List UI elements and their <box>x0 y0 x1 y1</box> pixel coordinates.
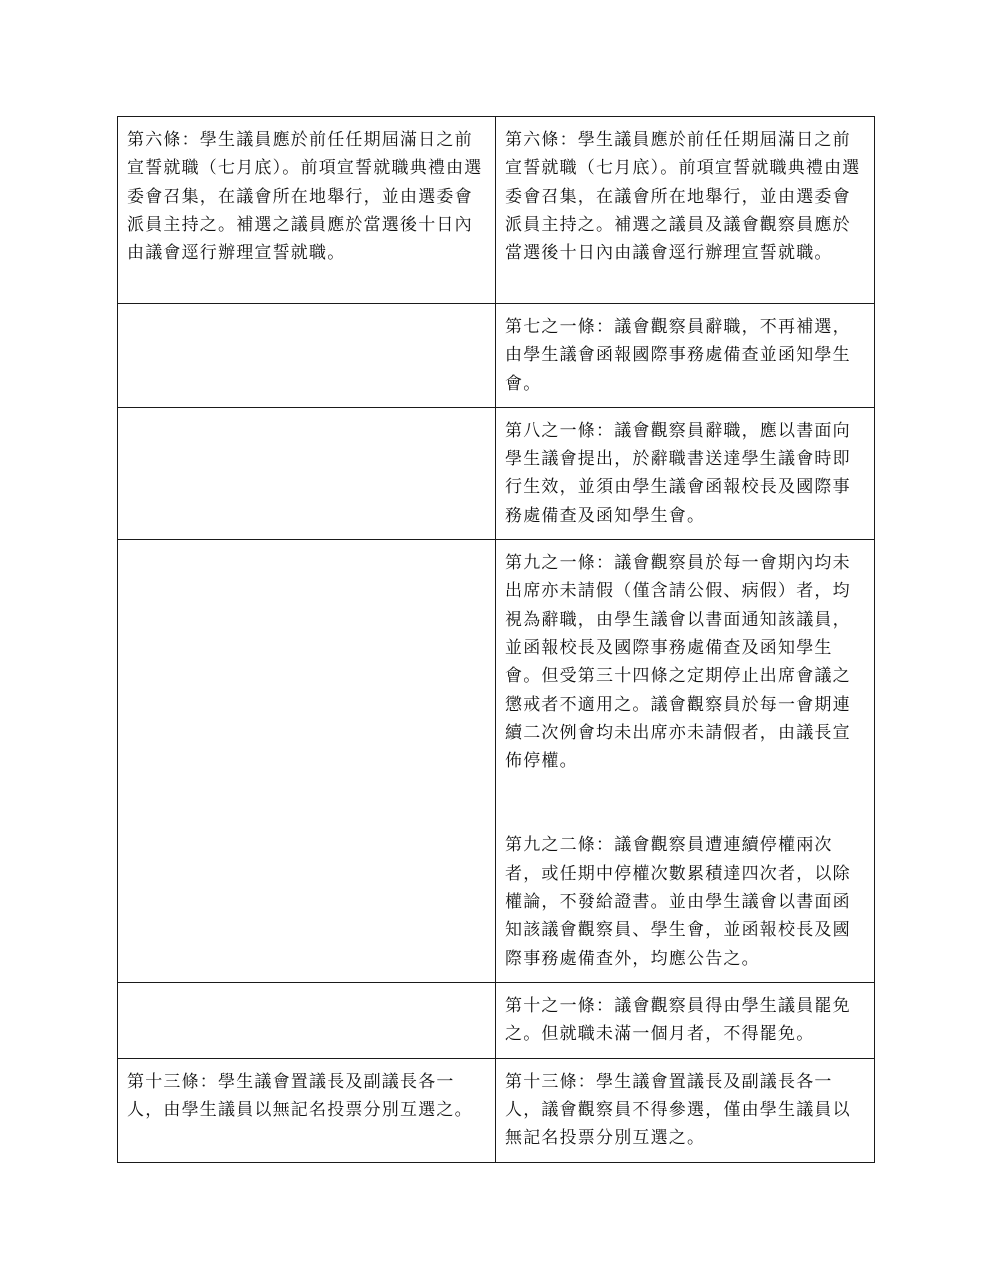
new-article-text: 第六條：學生議員應於前任任期屆滿日之前宣誓就職（七月底）。前項宣誓就職典禮由選委會召集，在議會所在地舉行，並由選委會派員主持之。補選之議員及議會觀察員應於當選後十日內由議會逕行辦理宣誓就職。 <box>505 130 861 264</box>
new-article-text: 第七之一條：議會觀察員辭職，不再補選，由學生議會函報國際事務處備查並函知學生會。 <box>505 317 851 394</box>
new-article-text: 第十三條：學生議會置議長及副議長各一人，議會觀察員不得參選，僅由學生議員以無記名投票分別互選之。 <box>505 1071 851 1149</box>
new-article-cell <box>496 117 875 304</box>
new-article-text: 第八之一條：議會觀察員辭職，應以書面向學生議會提出，於辭職書送達學生議會時即行生效，並須由學生議會函報校長及國際事務處備查及函知學生會。 <box>505 420 851 526</box>
new-article-cell <box>496 1058 875 1162</box>
new-article-cell <box>496 983 875 1059</box>
old-article-cell <box>118 540 496 983</box>
old-article-text: 第六條：學生議員應於前任任期屆滿日之前宣誓就職（七月底）。前項宣誓就職典禮由選委會召集，在議會所在地舉行，並由選委會派員主持之。補選之議員應於當選後十日內由議會逕行辦理宣誓就職。 <box>127 130 483 264</box>
old-article-cell <box>118 407 496 539</box>
new-article-cell <box>496 540 875 983</box>
table-row <box>118 117 875 304</box>
table-row <box>118 983 875 1059</box>
new-article-text: 第十之一條：議會觀察員得由學生議員罷免之。但就職未滿一個月者，不得罷免。 <box>505 996 851 1045</box>
old-article-cell <box>118 304 496 408</box>
old-article-cell <box>118 117 496 304</box>
old-article-cell <box>118 983 496 1059</box>
table-row <box>118 407 875 539</box>
new-article-text: 第九之一條：議會觀察員於每一會期內均未出席亦未請假（僅含請公假、病假）者，均視為辭職，由學生議會以書面通知該議員，並函報校長及國際事務處備查及函知學生會。但受第三十四條之定期停止出席會議之懲戒者不適用之。議會觀察員於每一會期連續二次例會均未出席亦未請假者，由議長宣佈停權。 <box>505 553 851 772</box>
old-article-text: 第十三條：學生議會置議長及副議長各一人，由學生議員以無記名投票分別互選之。 <box>127 1071 473 1120</box>
table-row <box>118 1058 875 1162</box>
table-row <box>118 540 875 983</box>
new-article-text-2: 第九之二條：議會觀察員遭連續停權兩次者，或任期中停權次數累積達四次者，以除權論，不發給證書。並由學生議會以書面函知該議會觀察員、學生會，並函報校長及國際事務處備查外，均應公告之。 <box>505 835 851 969</box>
new-article-cell <box>496 407 875 539</box>
comparison-table <box>117 116 875 1163</box>
old-article-cell <box>118 1058 496 1162</box>
new-article-cell <box>496 304 875 408</box>
table-row <box>118 304 875 408</box>
